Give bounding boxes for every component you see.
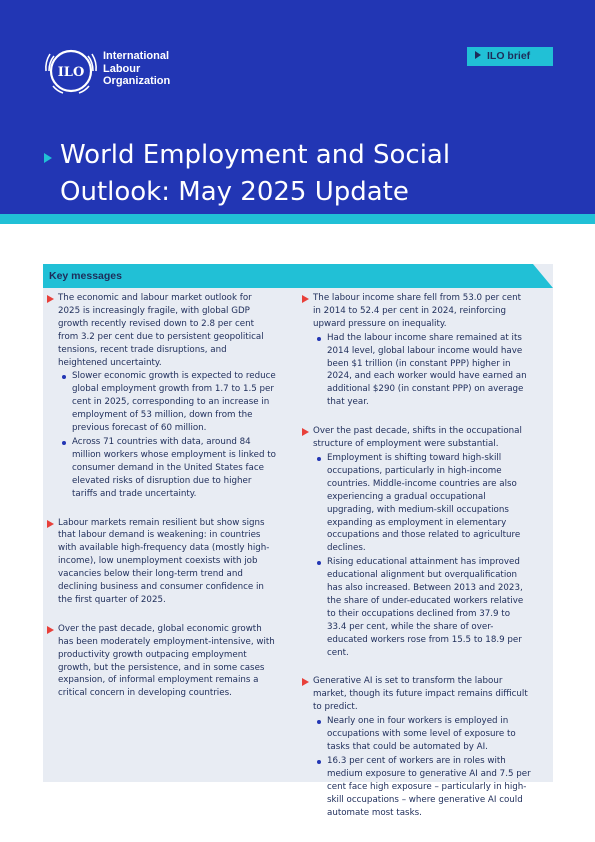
title-line: World Employment and Social <box>60 140 451 170</box>
organization-name <box>103 50 170 88</box>
red-triangle-bullet-icon <box>47 520 54 528</box>
red-triangle-bullet-icon <box>302 678 309 686</box>
key-message-item <box>299 675 531 819</box>
key-message-text: Labour markets remain resilient but show signs that labour demand is weakening: in countries with available high-frequency data (mostly high-income), low unemployment coexists with job vacancies below their long-term trend and declining business and consumer confidence in the first quarter of 2025. <box>58 517 270 605</box>
key-message-text: Over the past decade, shifts in the occupational structure of employment were substantial. <box>313 426 522 450</box>
key-message-text: Over the past decade, global economic growth has been moderately employment-intensive, with productivity growth outpacing employment growth, but the persistence, and in some cases expansion, of informal employment remains a critical concern in developing countries. <box>58 623 275 699</box>
sub-point-text: Rising educational attainment has improved educational alignment but overqualification has also increased. Between 2013 and 2023, the share of under-educated workers relative to their occupations declined from 37.9 to 33.4 per cent, while the share of over-educated workers rose from 15.5 to 18.9 per cent. <box>327 557 524 658</box>
key-message-item <box>44 292 276 501</box>
sub-point-text: 16.3 per cent of workers are in roles with medium exposure to generative AI and 7.5 per cent face high exposure – particularly in high-skill occupations – where generative AI could automate most tasks. <box>327 755 531 818</box>
key-message-text: The economic and labour market outlook for 2025 is increasingly fragile, with global GDP growth recently revised down to 2.8 per cent from 3.2 per cent due to persistent geopolitical tensions, recent trade disruptions, and heightened uncertainty. <box>58 293 264 368</box>
org-name-line: Organization <box>103 75 171 87</box>
sub-point <box>313 332 531 409</box>
org-name-line: Labour <box>103 62 141 75</box>
red-triangle-bullet-icon <box>302 428 309 436</box>
sub-point <box>313 556 531 659</box>
red-triangle-bullet-icon <box>47 626 54 634</box>
key-message-text: The labour income share fell from 53.0 per cent in 2014 to 52.4 per cent in 2024, reinforcing upward pressure on inequality. <box>313 293 522 329</box>
sub-point <box>313 715 531 754</box>
key-messages-left-column <box>44 292 276 716</box>
sub-point-text: Across 71 countries with data, around 84 million workers whose employment is linked to consumer demand in the United States face elevated risks of disruption due to higher tariffs and trade uncertainty. <box>72 436 276 499</box>
sub-point-text: Employment is shifting toward high-skill occupations, particularly in high-income countries. Middle-income countries are also experiencing a gradual occupational upgrading, with medium-skill occupations expanding as employment in elementary occupations and those related to agriculture declines. <box>327 452 521 554</box>
sub-point <box>313 755 531 820</box>
key-message-item <box>44 517 276 607</box>
dot-bullet-icon <box>62 375 66 379</box>
key-messages-right-column <box>299 292 531 835</box>
ilo-brief-tag <box>467 47 553 66</box>
dot-bullet-icon <box>317 720 321 724</box>
ilo-logo-icon <box>44 44 98 98</box>
key-messages-title: Key messages <box>49 270 122 282</box>
sub-point-text: Had the labour income share remained at its 2014 level, global labour income would have been $1 trillion (in constant PPP) higher in 2024, and each worker would have earned an additional $290 (in constant PPP) on average that year. <box>327 332 527 408</box>
header-accent-band <box>0 214 595 224</box>
dot-bullet-icon <box>317 561 321 565</box>
dot-bullet-icon <box>317 760 321 764</box>
sub-point <box>313 452 531 555</box>
sub-point <box>58 370 276 435</box>
dot-bullet-icon <box>317 457 321 461</box>
sub-point <box>58 436 276 501</box>
key-message-item <box>299 292 531 409</box>
tag-triangle-icon <box>475 51 481 59</box>
org-name-line: International <box>103 50 170 62</box>
dot-bullet-icon <box>317 337 321 341</box>
sub-point-text: Nearly one in four workers is employed in occupations with some level of exposure to tasks that could be automated by AI. <box>327 716 516 752</box>
sub-point-text: Slower economic growth is expected to reduce global employment growth from 1.7 to 1.5 per cent in 2025, corresponding to an increase in employment of 53 million, down from the previous forecast of 60 million. <box>72 371 276 434</box>
key-message-item <box>44 623 276 700</box>
page-title <box>60 137 450 211</box>
title-line: Outlook: May 2025 Update <box>60 177 409 207</box>
key-message-text: Generative AI is set to transform the labour market, though its future impact remains difficult to predict. <box>313 676 528 713</box>
red-triangle-bullet-icon <box>302 295 309 303</box>
title-triangle-icon <box>44 153 52 163</box>
logo-lettering: ILO <box>57 65 85 80</box>
key-message-item <box>299 425 531 659</box>
dot-bullet-icon <box>62 441 66 445</box>
ilo-brief-label: ILO brief <box>487 50 531 62</box>
red-triangle-bullet-icon <box>47 295 54 303</box>
